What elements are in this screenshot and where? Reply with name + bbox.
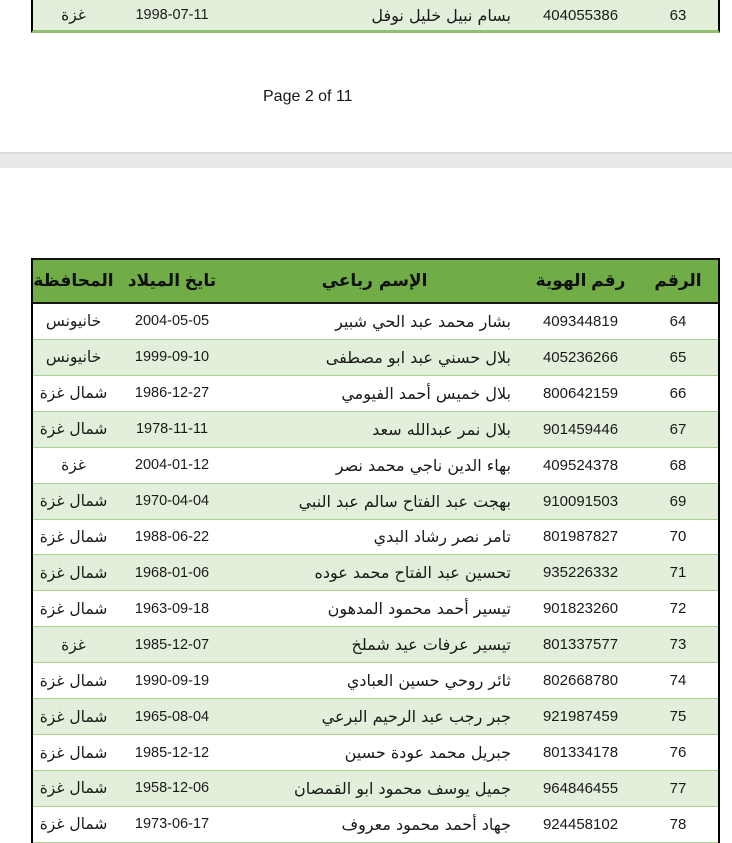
cell-row-number: 67 xyxy=(669,420,687,438)
cell-birth-date: 1970-04-04 xyxy=(134,493,210,510)
table-row xyxy=(33,735,718,771)
cell-birth-date: 1990-09-19 xyxy=(134,672,210,689)
cell-full-name: جهاد أحمد محمود معروف xyxy=(341,814,511,834)
cell-row-number: 71 xyxy=(669,564,687,582)
cell-governorate: شمال غزة xyxy=(39,815,108,834)
cell-full-name: تيسير عرفات عيد شملخ xyxy=(351,635,511,655)
cell-governorate: شمال غزة xyxy=(39,384,108,403)
table-row xyxy=(33,412,718,448)
cell-birth-date: 1999-09-10 xyxy=(134,349,210,366)
cell-governorate: خانيونس xyxy=(45,348,102,367)
cell-id-number: 802668780 xyxy=(542,672,619,690)
cell-id-number: 901459446 xyxy=(542,420,619,438)
cell-birth-date: 2004-05-05 xyxy=(134,313,210,330)
table-header-row xyxy=(33,258,718,304)
cell-governorate: شمال غزة xyxy=(39,779,108,798)
cell-governorate: شمال غزة xyxy=(39,599,108,618)
cell-row-number: 72 xyxy=(669,600,687,618)
table-row xyxy=(33,699,718,735)
page-separator xyxy=(0,152,732,168)
cell-birth-date: 1963-09-18 xyxy=(134,600,210,617)
cell-full-name: جبر رجب عبد الرحيم البرعي xyxy=(321,707,511,727)
roster-table xyxy=(31,258,720,843)
cell-governorate: غزة xyxy=(61,456,86,475)
cell-row-number: 69 xyxy=(669,492,687,510)
cell-governorate: شمال غزة xyxy=(39,743,108,762)
table-row xyxy=(33,771,718,807)
cell-id-number: 924458102 xyxy=(542,815,619,833)
table-row xyxy=(33,340,718,376)
cell-id-number: 964846455 xyxy=(542,779,619,797)
cell-birth-date: 1978-11-11 xyxy=(135,421,209,438)
cell-full-name: بهجت عبد الفتاح سالم عبد النبي xyxy=(298,491,511,511)
cell-row-number: 73 xyxy=(669,636,687,654)
cell-id-number: 800642159 xyxy=(542,384,619,402)
cell-id-number: 935226332 xyxy=(542,564,619,582)
cell-birth-date: 1985-12-07 xyxy=(134,636,210,653)
header-cell-full-name: الإسم رباعي xyxy=(321,271,428,291)
table-row xyxy=(33,520,718,556)
cell-id-number: 404055386 xyxy=(542,6,619,24)
cell-row-number: 65 xyxy=(669,348,687,366)
cell-full-name: تحسين عبد الفتاح محمد عوده xyxy=(314,563,511,583)
cell-birth-date: 2004-01-12 xyxy=(134,457,210,474)
cell-row-number: 68 xyxy=(669,456,687,474)
cell-birth-date: 1988-06-22 xyxy=(134,528,210,545)
table-row xyxy=(33,448,718,484)
header-cell-governorate: المحافظة xyxy=(33,271,114,291)
cell-id-number: 901823260 xyxy=(542,600,619,618)
header-cell-id-number: رقم الهوية xyxy=(535,271,626,290)
cell-full-name: بلال حسني عبد ابو مصطفى xyxy=(325,347,511,367)
cell-full-name: تامر نصر رشاد البدي xyxy=(373,527,511,547)
cell-id-number: 409524378 xyxy=(542,456,619,474)
cell-row-number: 78 xyxy=(669,815,687,833)
cell-governorate: خانيونس xyxy=(45,312,102,331)
cell-row-number: 77 xyxy=(669,779,687,797)
cell-governorate: شمال غزة xyxy=(39,563,108,582)
cell-full-name: جبريل محمد عودة حسين xyxy=(344,743,511,763)
cell-governorate: شمال غزة xyxy=(39,420,108,439)
cell-row-number: 75 xyxy=(669,708,687,726)
cell-birth-date: 1958-12-06 xyxy=(134,780,210,797)
cell-row-number: 74 xyxy=(669,672,687,690)
cell-row-number: 70 xyxy=(669,528,687,546)
cell-id-number: 405236266 xyxy=(542,348,619,366)
table-row xyxy=(33,807,718,843)
cell-id-number: 801337577 xyxy=(542,636,619,654)
table-row xyxy=(33,663,718,699)
cell-id-number: 921987459 xyxy=(542,708,619,726)
cell-full-name: بلال خميس أحمد الفيومي xyxy=(341,383,511,403)
cell-full-name: جميل يوسف محمود ابو القمصان xyxy=(294,778,511,798)
cell-full-name: ثائر روحي حسين العبادي xyxy=(346,671,511,691)
cell-id-number: 801334178 xyxy=(542,744,619,762)
cell-birth-date: 1985-12-12 xyxy=(134,744,210,761)
cell-full-name: بلال نمر عبدالله سعد xyxy=(372,419,511,439)
prev-page-last-row xyxy=(31,0,720,33)
cell-row-number: 64 xyxy=(669,312,687,330)
cell-governorate: شمال غزة xyxy=(39,527,108,546)
cell-full-name: بهاء الدين ناجي محمد نصر xyxy=(335,455,511,475)
cell-row-number: 66 xyxy=(669,384,687,402)
cell-birth-date: 1998-07-11 xyxy=(135,7,209,23)
cell-row-number: 76 xyxy=(669,744,687,762)
table-row xyxy=(33,555,718,591)
header-cell-birth-date: تايخ الميلاد xyxy=(127,271,217,290)
table-body xyxy=(33,304,718,843)
table-row xyxy=(33,591,718,627)
cell-full-name: بسام نبيل خليل نوفل xyxy=(371,5,511,25)
cell-birth-date: 1986-12-27 xyxy=(134,385,210,402)
header-cell-row-number: الرقم xyxy=(654,271,702,290)
cell-id-number: 910091503 xyxy=(542,492,619,510)
page-footer: Page 2 of 11 xyxy=(263,88,353,105)
table-row xyxy=(33,376,718,412)
cell-governorate: غزة xyxy=(61,635,86,654)
cell-row-number: 63 xyxy=(669,6,687,24)
cell-id-number: 409344819 xyxy=(542,312,619,330)
cell-governorate: غزة xyxy=(61,6,86,24)
cell-birth-date: 1968-01-06 xyxy=(134,564,210,581)
cell-governorate: شمال غزة xyxy=(39,671,108,690)
table-row xyxy=(33,627,718,663)
cell-governorate: شمال غزة xyxy=(39,492,108,511)
cell-full-name: تيسير أحمد محمود المدهون xyxy=(327,599,511,619)
cell-full-name: بشار محمد عبد الحي شبير xyxy=(335,311,511,331)
cell-birth-date: 1973-06-17 xyxy=(134,816,210,833)
table-row xyxy=(33,484,718,520)
cell-id-number: 801987827 xyxy=(542,528,619,546)
cell-governorate: شمال غزة xyxy=(39,707,108,726)
cell-birth-date: 1965-08-04 xyxy=(134,708,210,725)
table-row xyxy=(33,304,718,340)
